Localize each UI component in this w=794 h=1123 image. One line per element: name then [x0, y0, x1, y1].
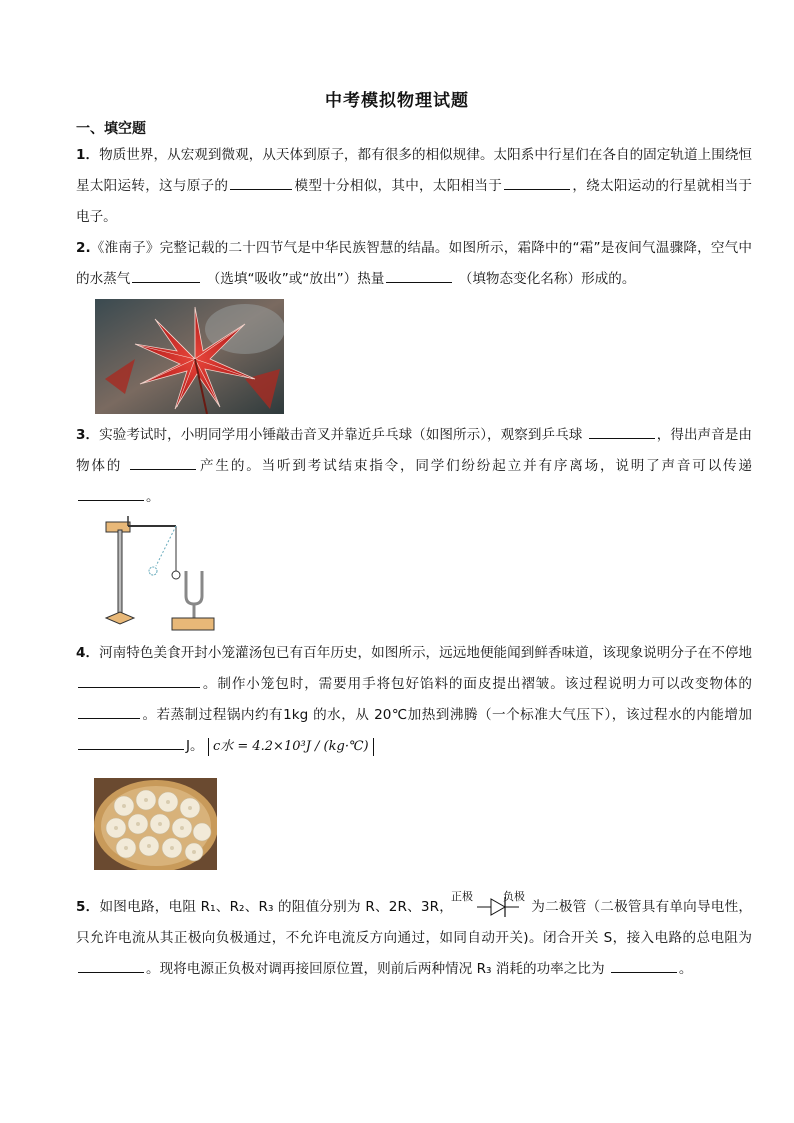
question-3: [76, 420, 752, 513]
question-text: 实验考试时，小明同学用小锤敲击音叉并靠近乒乓球（如图所示），观察到乒乓球: [99, 427, 587, 443]
section-heading: 一、填空题: [76, 121, 146, 137]
answer-blank[interactable]: [230, 175, 292, 190]
question-text: 。现将电源正负极对调再接回原位置，则前后两种情况 R₃ 消耗的功率之比为: [146, 961, 609, 977]
question-text: 如图电路，电阻 R₁、R₂、R₃ 的阻值分别为 R、2R、3R，: [99, 899, 454, 915]
diode-positive-label: 正极: [451, 890, 474, 903]
question-4: [76, 638, 752, 762]
question-number: 4．: [76, 645, 100, 661]
dumplings-image: [94, 778, 217, 870]
answer-blank[interactable]: [78, 486, 144, 501]
question-number: 1．: [76, 147, 100, 163]
diode-negative-label: 负极: [503, 890, 526, 903]
question-text: ，得出声音是由物体的: [76, 427, 752, 474]
specific-heat-formula: c水 = 4.2×10³J / (kg·℃): [208, 738, 374, 756]
question-text: 产生的。当听到考试结束指令，同学们纷纷起立并有序离场，说明了声音可以传递: [198, 458, 753, 474]
answer-blank[interactable]: [504, 175, 570, 190]
page-title: 中考模拟物理试题: [325, 91, 469, 111]
question-1: [76, 140, 752, 233]
answer-blank[interactable]: [386, 268, 452, 283]
question-text: J。: [186, 738, 204, 754]
question-text: （填物态变化名称）形成的。: [454, 271, 636, 287]
answer-blank[interactable]: [78, 735, 184, 750]
question-number: 5．: [76, 899, 100, 915]
answer-blank[interactable]: [78, 673, 200, 688]
question-number: 2.: [76, 240, 91, 256]
answer-blank[interactable]: [78, 704, 140, 719]
answer-blank[interactable]: [589, 424, 655, 439]
question-text: ，绕太阳运动的行星就相当于电子。: [76, 178, 753, 225]
answer-blank[interactable]: [132, 268, 200, 283]
answer-blank[interactable]: [130, 455, 196, 470]
frost-leaf-image: [95, 299, 284, 414]
question-text: 河南特色美食开封小笼灌汤包已有百年历史，如图所示，远远地便能闻到鲜香味道，该现象说明分子在不停地: [99, 645, 752, 661]
question-number: 3．: [76, 427, 100, 443]
question-text: 物质世界，从宏观到微观，从天体到原子，都有很多的相似规律。太阳系中行星们在各自的固定轨道上围绕恒星太阳运转，这与原子的: [76, 147, 752, 194]
question-text: 。制作小笼包时，需要用手将包好馅料的面皮提出褶皱。该过程说明力可以改变物体的: [202, 676, 752, 692]
question-text: 。: [146, 489, 160, 505]
question-5: [76, 887, 752, 985]
question-text: 。若蒸制过程锅内约有1kg 的水，从 20℃加热到沸腾（一个标准大气压下），该过程水的内能增加: [142, 707, 752, 723]
tuning-fork-diagram: [98, 516, 218, 634]
question-text: 。: [678, 961, 693, 977]
question-2: [76, 233, 752, 295]
question-text: 《淮南子》完整记载的二十四节气是中华民族智慧的结晶。如图所示，霜降中的“霜”是夜间气温骤降，空气中的水蒸气: [76, 240, 752, 287]
question-text: 模型十分相似，其中，太阳相当于: [294, 178, 503, 194]
answer-blank[interactable]: [611, 958, 677, 973]
question-text: （选填“吸收”或“放出”）热量: [202, 271, 385, 287]
answer-blank[interactable]: [78, 958, 144, 973]
question-text: 为二极管（二极管具有单向导电性，只允许电流从其正极向负极通过，不允许电流反方向通过，如同自动开关)。闭合开关 S，接入电路的总电阻为: [76, 899, 752, 946]
diode-symbol: [453, 887, 531, 917]
